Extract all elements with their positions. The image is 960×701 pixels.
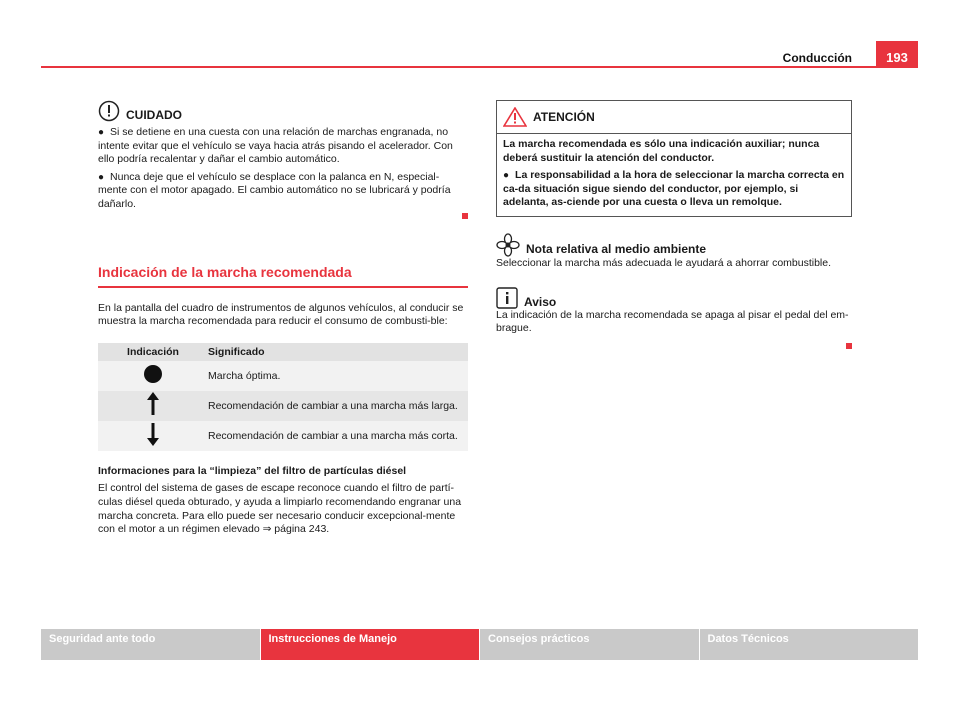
page-number: 193 [876, 41, 918, 68]
cuidado-bullet-text: Nunca deje que el vehículo se desplace con la palanca en N, especial-mente con el motor apagado. El cambio automático no se lubricará y podría dañarlo. [98, 170, 451, 210]
cuidado-bullet [98, 171, 468, 212]
nota-header [496, 233, 852, 257]
bullet-icon: ● [503, 170, 510, 182]
indication-table [98, 343, 468, 451]
nota-label: Nota relativa al medio ambiente [526, 241, 707, 256]
table-header-significado: Significado [208, 343, 468, 361]
table-cell-meaning: Recomendación de cambiar a una marcha más corta. [208, 421, 468, 451]
chapter-title: Conducción [782, 51, 852, 65]
bullet-icon: ● [98, 127, 105, 138]
tab-instrucciones[interactable]: Instrucciones de Manejo [261, 629, 480, 660]
tab-consejos[interactable]: Consejos prácticos [480, 629, 699, 660]
filled-circle-icon [143, 364, 163, 384]
table-cell-meaning: Marcha óptima. [208, 361, 468, 391]
exclamation-circle-icon [98, 100, 120, 122]
warning-triangle-icon [503, 107, 527, 127]
info-note-icon [496, 287, 518, 309]
tab-datos-tecnicos[interactable]: Datos Técnicos [700, 629, 919, 660]
table-row [98, 421, 468, 451]
aviso-text: La indicación de la marcha recomendada se apaga al pisar el pedal del em-brague. [496, 308, 849, 335]
header-rule [41, 66, 876, 68]
aviso-header [496, 287, 852, 309]
dpf-subheading: Informaciones para la “limpieza” del filtro de partículas diésel [98, 464, 407, 477]
arrow-down-icon [146, 422, 160, 446]
right-column [496, 100, 852, 354]
table-row [98, 391, 468, 421]
nota-text: Seleccionar la marcha más adecuada le ayudará a ahorrar combustible. [496, 256, 832, 269]
atencion-box [496, 100, 852, 217]
section-end-icon [462, 213, 468, 219]
aviso-label: Aviso [524, 294, 557, 309]
atencion-header [503, 107, 845, 127]
table-cell-meaning: Recomendación de cambiar a una marcha más larga. [208, 391, 468, 421]
section-intro: En la pantalla del cuadro de instrumentos de algunos vehículos, al conducir se muestra la marcha recomendada para reducir el consumo de combusti-ble: [98, 301, 464, 328]
section-title: Indicación de la marcha recomendada [98, 264, 468, 288]
atencion-bullet [503, 169, 845, 210]
tab-seguridad[interactable]: Seguridad ante todo [41, 629, 260, 660]
flower-icon [496, 233, 520, 257]
footer-nav [41, 629, 918, 660]
atencion-bullet-text: La responsabilidad a la hora de seleccionar la marcha correcta en ca-da situación sigue siendo del conductor, por ejemplo, si adelanta, as-ciende por una cuesta o lleva un remolque. [503, 169, 845, 209]
left-column [98, 100, 468, 537]
cuidado-label: CUIDADO [126, 108, 182, 122]
cuidado-bullet [98, 126, 468, 167]
dpf-body: El control del sistema de gases de escape reconoce cuando el filtro de partí-culas diésel queda obturado, y ayuda a limpiarlo recomendando engranar una marcha concreta. Para ello puede ser necesario conducir excepcional-mente con el motor a un régimen elevado ⇒ página 243. [98, 482, 462, 536]
table-header-indicacion: Indicación [98, 343, 208, 361]
bullet-icon: ● [98, 171, 105, 183]
cuidado-header [98, 100, 468, 122]
section-end-icon [846, 343, 852, 349]
atencion-label: ATENCIÓN [533, 110, 595, 124]
table-row [98, 361, 468, 391]
cuidado-bullet-text: Si se detiene en una cuesta con una relación de marchas engranada, no intente evitar que el vehículo se vaya hacia atrás pisando el acelerador. Con ello podría recalentar y dañar el cambio automático. [98, 126, 453, 166]
arrow-up-icon [146, 392, 160, 416]
atencion-text: La marcha recomendada es sólo una indicación auxiliar; nunca deberá sustituir la atención del conductor. [503, 138, 820, 164]
